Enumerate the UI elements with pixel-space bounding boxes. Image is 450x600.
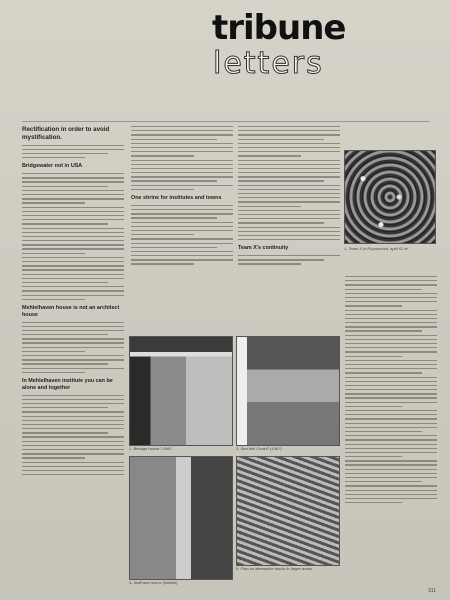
article-heading: Rectification in order to avoid mystification.	[22, 126, 110, 141]
photo-caption: 3. Sea Mel Coast? (1967)	[236, 446, 282, 451]
article-body	[22, 322, 124, 374]
photo-stair-interior	[236, 336, 340, 446]
article-body	[238, 126, 340, 240]
masthead	[0, 6, 450, 96]
column-4	[345, 276, 437, 508]
article-body	[22, 145, 124, 159]
article-body	[345, 276, 437, 503]
column-2	[131, 126, 233, 270]
photo-city-model	[236, 456, 340, 566]
article-heading: One shrine for institutes and towns	[131, 195, 222, 202]
article-body	[131, 126, 233, 190]
article-body	[238, 255, 340, 265]
article-body	[131, 205, 233, 265]
column-1	[22, 126, 124, 480]
article-heading: Mehlelhaven house is not an architect house	[22, 305, 120, 318]
section-title: tribune	[212, 8, 346, 48]
page-number: 311	[428, 588, 436, 594]
header-rule	[22, 121, 430, 122]
photo-team-x-gathering	[344, 150, 436, 244]
photo-house-porch	[129, 336, 233, 446]
photo-caption: 4. Staff and rooms (hidden)	[129, 580, 178, 585]
article-heading: Bridgewater not in USA	[22, 163, 83, 170]
article-body	[22, 173, 124, 300]
section-subtitle: letters	[213, 46, 324, 81]
article-heading: Team X's continuity	[238, 245, 289, 252]
photo-caption: 5. Plan on alternative tracks in larger areas	[236, 566, 313, 571]
article-heading: In Mehlelhaven institute you can be alone and together	[22, 378, 113, 391]
photo-staff-rooms	[129, 456, 233, 580]
photo-caption: 2. Berlage house? 1960	[129, 446, 172, 451]
column-3	[238, 126, 340, 270]
photo-caption: 1. Team X in Royaumont, april 62 et	[344, 246, 408, 251]
article-body	[22, 395, 124, 476]
